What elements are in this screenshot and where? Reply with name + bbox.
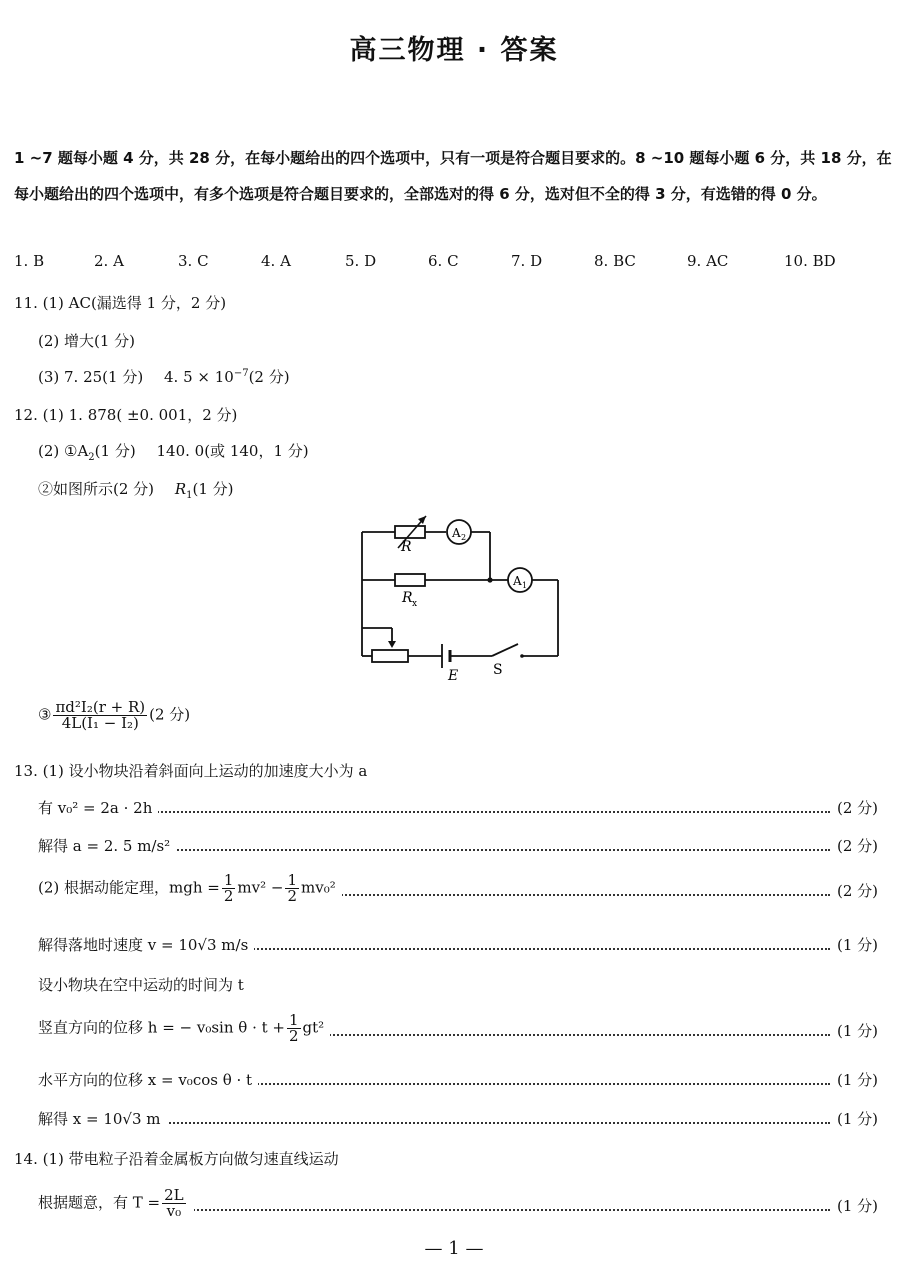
answer-4: 4. A <box>261 252 291 270</box>
q13-row6: 竖直方向的位移 h = − v₀sin θ · t + $\frac{1}{2}$ gt² (1 分) <box>38 1011 878 1045</box>
q14-head: 14. (1) 带电粒子沿着金属板方向做匀速直线运动 <box>14 1150 339 1168</box>
choice-answers <box>14 252 894 278</box>
answer-9: 9. AC <box>687 252 729 270</box>
q13-row7: 水平方向的位移 x = v₀cos θ · t (1 分) <box>38 1071 878 1089</box>
score: (1 分) <box>836 1197 878 1215</box>
q13-row8: 解得 x = 10√3 m (1 分) <box>38 1110 878 1128</box>
answer-2: 2. A <box>94 252 124 270</box>
label-rx: R <box>402 590 413 606</box>
answer-3: 3. C <box>178 252 209 270</box>
page-title: 高三物理 · 答案 <box>349 35 559 66</box>
label-a1: A <box>513 574 522 588</box>
label-rx-sub: x <box>412 599 418 609</box>
label-e: E <box>448 668 459 684</box>
q11-part2: (2) 增大(1 分) <box>38 332 136 350</box>
label-a2-sub: 2 <box>461 533 467 542</box>
q13-head: 13. (1) 设小物块沿着斜面向上运动的加速度大小为 a <box>14 762 368 780</box>
answer-1: 1. B <box>14 252 45 270</box>
q13-row4: 解得落地时速度 v = 10√3 m/s (1 分) <box>38 936 878 954</box>
q12-fraction: $\frac{\text{πd²I₂(r + R)}}{\text{4L(I₁ − I₂)}}$ <box>55 698 146 732</box>
q14-row1: 根据题意，有 T = $\frac{2L}{\text{v₀}}$ (1 分) <box>38 1186 878 1220</box>
q13-row2: 解得 a = 2. 5 m/s² (2 分) <box>38 837 878 855</box>
answer-7: 7. D <box>511 252 543 270</box>
score: (1 分) <box>836 1110 878 1128</box>
q11-part3 <box>38 366 290 387</box>
label-a2: A <box>452 526 461 540</box>
score: (2 分) <box>836 837 878 855</box>
q13-row1: 有 v₀² = 2a · 2h (2 分) <box>38 799 878 817</box>
q12-part4: ③ $\frac{\text{πd²I₂(r + R)}}{\text{4L(I₁ − I₂)}}$ (2 分) <box>38 698 191 732</box>
q11-part3-a: (3) 7. 25(1 分) <box>38 368 144 386</box>
answer-8: 8. BC <box>594 252 636 270</box>
instructions: 1 ~7 题每小题 4 分，共 28 分，在每小题给出的四个选项中，只有一项是符合题目要求的。8 ~10 题每小题 6 分，共 18 分，在每小题给出的四个选项中，有多个选项是符合题目要求的，全部选对的得 6 分，选对但不全的得 3 分，有选错的得 0 分。 <box>14 149 892 203</box>
q13-row5: 设小物块在空中运动的时间为 t <box>38 976 244 994</box>
answer-10: 10. BD <box>784 252 836 270</box>
q13-row3: (2) 根据动能定理，mgh = $\frac{1}{2}$ mv² − $\frac{1}{2}$ mv₀² (2 分) <box>38 871 878 905</box>
q11-part3-b: 4. $5 \times 10^{-7}(2$ 分) <box>163 368 290 386</box>
answer-5: 5. D <box>345 252 377 270</box>
score: (1 分) <box>836 1071 878 1089</box>
score: (1 分) <box>836 936 878 954</box>
page-number: — 1 — <box>424 1238 484 1259</box>
label-s: S <box>493 662 503 678</box>
label-a1-sub: 1 <box>522 581 528 590</box>
label-r: R <box>401 539 412 555</box>
score: (2 分) <box>836 882 878 900</box>
q12-part3: ②如图所示(2 分) $R_1(1$ 分) <box>38 480 234 501</box>
score: (2 分) <box>836 799 878 817</box>
q12-part2: (2) $①A_2(1$ 分) 140. 0(或 140，1 分) <box>38 442 309 463</box>
q11-part1: 11. (1) AC(漏选得 1 分，2 分) <box>14 294 227 312</box>
score: (1 分) <box>836 1022 878 1040</box>
circuit-diagram <box>350 508 570 688</box>
q12-part1: 12. (1) 1. 878( ±0. 001，2 分) <box>14 406 238 424</box>
answer-6: 6. C <box>428 252 459 270</box>
